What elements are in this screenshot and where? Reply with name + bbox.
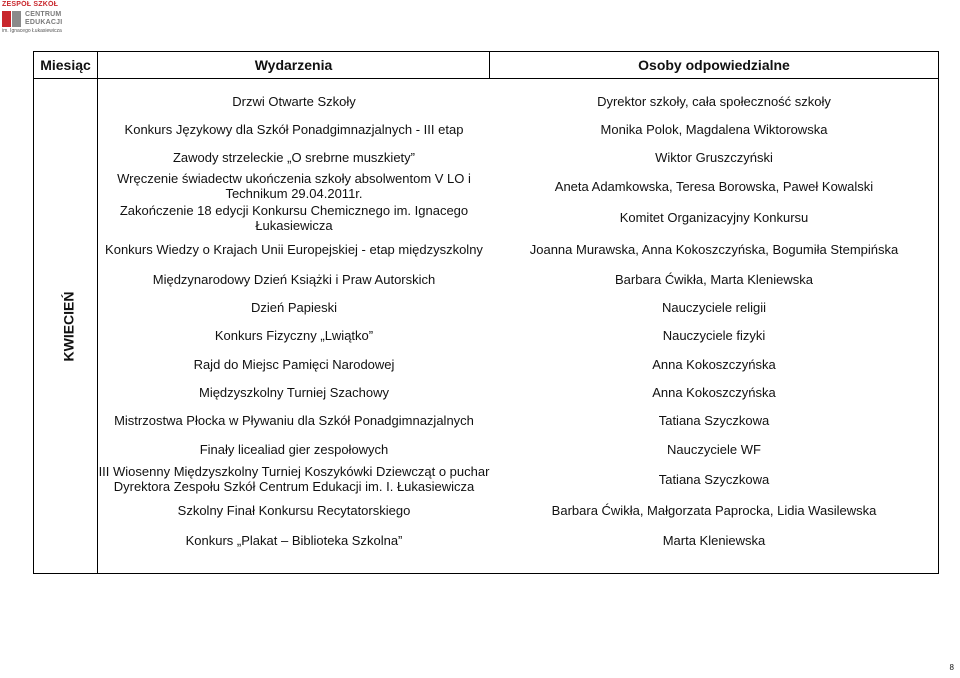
table-row xyxy=(98,234,938,265)
responsible-cell: Anna Kokoszczyńska xyxy=(652,356,776,372)
responsible-cell: Monika Polok, Magdalena Wiktorowska xyxy=(600,121,828,137)
table-header-row xyxy=(34,52,939,79)
responsible-cell: Anna Kokoszczyńska xyxy=(652,384,776,400)
logo-line-1: CENTRUM xyxy=(25,11,62,18)
month-label: KWIECIEŃ xyxy=(60,291,77,361)
month-row xyxy=(34,79,939,574)
responsible-cell: Barbara Ćwikła, Marta Kleniewska xyxy=(615,271,813,287)
responsible-cell: Wiktor Gruszczyński xyxy=(655,149,773,165)
logo-line-2: EDUKACJI xyxy=(25,19,63,26)
logo-subtitle: im. Ignacego Łukasiewicza xyxy=(2,28,62,34)
responsible-cell: Dyrektor szkoły, cała społeczność szkoły xyxy=(597,93,831,109)
logo-top-text: ZESPÓŁ SZKÓŁ xyxy=(2,1,59,8)
table-row xyxy=(98,378,938,406)
responsible-cell: Joanna Murawska, Anna Kokoszczyńska, Bogumiła Stempińska xyxy=(529,242,899,257)
table-row xyxy=(98,525,938,555)
event-cell: III Wiosenny Międzyszkolny Turniej Koszykówki Dziewcząt o puchar Dyrektora Zespołu Szkół Centrum Edukacji im. I. Łukasiewicza xyxy=(98,464,490,494)
table-row xyxy=(98,495,938,525)
table-row xyxy=(98,87,938,115)
table-row xyxy=(98,293,938,321)
header-month: Miesiąc xyxy=(34,52,98,79)
table-row xyxy=(98,115,938,143)
table-row xyxy=(98,201,938,234)
responsible-cell: Komitet Organizacyjny Konkursu xyxy=(619,210,809,225)
responsible-cell: Nauczyciele religii xyxy=(661,299,767,315)
event-cell: Rajd do Miejsc Pamięci Narodowej xyxy=(193,356,395,372)
event-cell: Dzień Papieski xyxy=(251,299,337,315)
event-cell: Mistrzostwa Płocka w Pływaniu dla Szkół Ponadgimnazjalnych xyxy=(114,413,474,428)
events-block xyxy=(98,79,939,574)
event-cell: Drzwi Otwarte Szkoły xyxy=(232,93,356,109)
table-row xyxy=(98,350,938,378)
table-row xyxy=(98,406,938,435)
responsible-cell: Tatiana Szyczkowa xyxy=(658,471,770,487)
responsible-cell: Aneta Adamkowska, Teresa Borowska, Paweł Kowalski xyxy=(554,178,874,194)
event-cell: Zawody strzeleckie „O srebrne muszkiety” xyxy=(172,149,415,165)
responsible-cell: Nauczyciele WF xyxy=(667,441,761,457)
event-cell: Konkurs Wiedzy o Krajach Unii Europejskiej - etap międzyszkolny xyxy=(105,242,483,257)
responsible-cell: Barbara Ćwikła, Małgorzata Paprocka, Lidia Wasilewska xyxy=(551,502,877,518)
school-logo xyxy=(2,1,72,35)
event-cell: Międzyszkolny Turniej Szachowy xyxy=(198,384,390,400)
event-cell: Konkurs Fizyczny „Lwiątko” xyxy=(214,328,374,343)
table-row xyxy=(98,463,938,495)
schedule-table xyxy=(33,51,939,574)
header-events: Wydarzenia xyxy=(98,52,490,79)
event-cell: Konkurs Językowy dla Szkół Ponadgimnazjalnych - III etap xyxy=(124,121,464,137)
month-cell xyxy=(34,79,98,574)
event-cell: Międzynarodowy Dzień Książki i Praw Autorskich xyxy=(152,271,436,287)
event-cell: Zakończenie 18 edycji Konkursu Chemicznego im. Ignacego Łukasiewicza xyxy=(119,202,469,233)
table-row xyxy=(98,265,938,293)
page-number: 8 xyxy=(949,663,954,672)
table-row xyxy=(98,143,938,171)
event-cell: Finały licealiad gier zespołowych xyxy=(199,441,389,457)
responsible-cell: Tatiana Szyczkowa xyxy=(658,413,770,428)
responsible-cell: Nauczyciele fizyki xyxy=(662,328,766,343)
table-row xyxy=(98,171,938,201)
event-cell: Szkolny Finał Konkursu Recytatorskiego xyxy=(177,502,411,518)
event-cell: Konkurs „Plakat – Biblioteka Szkolna” xyxy=(185,532,403,548)
logo-mark-icon xyxy=(2,11,22,27)
table-row xyxy=(98,321,938,350)
event-cell: Wręczenie świadectw ukończenia szkoły absolwentom V LO i Technikum 29.04.2011r. xyxy=(117,171,471,201)
responsible-cell: Marta Kleniewska xyxy=(662,532,766,548)
events-list xyxy=(98,79,938,573)
table-row xyxy=(98,435,938,463)
header-persons: Osoby odpowiedzialne xyxy=(490,52,939,79)
